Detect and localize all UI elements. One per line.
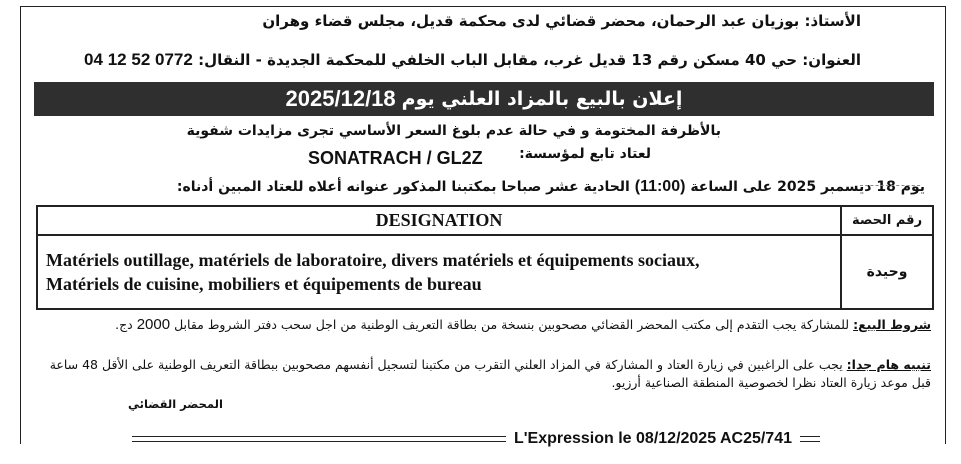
table-row	[37, 235, 933, 309]
footer	[132, 428, 820, 450]
fee-amount: 2000	[136, 316, 171, 333]
important-notice-label: تنبيه هام جدا:	[846, 357, 931, 372]
auction-place-text: الحادية عشر صباحا بمكتبنا المذكور عنوانه أعلاه للعتاد المبين أدناه:	[176, 179, 630, 195]
phone-number: 0772 52 12 04	[84, 50, 193, 69]
sale-conditions-label: شروط البيع:	[853, 317, 931, 332]
intro-line-2: لعتاد تابع لمؤسسة:	[519, 146, 651, 162]
banner-date: 2025/12/18	[285, 86, 396, 111]
auction-date-text: يوم 18 ديسمبر 2025 على الساعة	[690, 179, 925, 195]
company-name: SONATRACH / GL2Z	[308, 148, 483, 168]
table-header-row	[37, 206, 933, 235]
designation-header: DESIGNATION	[37, 206, 841, 235]
banner-text: إعلان بالبيع بالمزاد العلني يوم	[401, 88, 683, 110]
sale-conditions	[31, 316, 931, 334]
sale-conditions-text: للمشاركة يجب التقدم إلى مكتب المحضر القضائي مصحوبين بنسخة من بطاقة التعريف الوطنية من اجل سحب دفتر الشروط مقابل	[174, 317, 850, 332]
intro-line-1: بالأظرفة المختومة و في حالة عدم بلوغ السعر الأساسي تجرى مزايدات شفوية	[186, 123, 721, 139]
footer-text: L'Expression le 08/12/2025 AC25/741	[513, 430, 792, 447]
bailiff-name-line: الأستاذ: بوزيان عبد الرحمان، محضر قضائي لدى محكمة قديل، مجلس قضاء وهران	[262, 12, 861, 30]
auction-banner	[34, 82, 934, 116]
auction-date-line	[177, 178, 925, 196]
important-notice-text: يجب على الراغبين في زيارة العتاد و المشاركة في المزاد العلني التقرب من مكتبنا لتسجيل أنفسهم مصحوبين ببطاقة التعريف الوطنية على الأقل 48 ساعة قبل موعد زيارة العتاد نظرا لخصوصية المنطقة الصناعية أرزيو.	[49, 357, 931, 390]
lot-number-cell: وحيدة	[841, 235, 933, 309]
signature: المحضر القضائي	[128, 397, 223, 411]
designation-line-1: Matériels outillage, matériels de laboratoire, divers matériels et équipements sociaux,	[46, 250, 700, 270]
designation-cell	[37, 235, 841, 309]
footer-rule-left	[132, 436, 506, 442]
auction-time: (11:00)	[634, 178, 686, 195]
designation-line-2: Matériels de cuisine, mobiliers et équipements de bureau	[46, 274, 482, 294]
fee-currency: دج.	[115, 317, 133, 332]
lots-table	[36, 205, 934, 310]
footer-rule-right	[800, 436, 820, 442]
lot-number-header: رقم الحصة	[841, 206, 933, 235]
important-notice	[31, 356, 931, 392]
address-text: العنوان: حي 40 مسكن رقم 13 قديل غرب، مقابل الباب الخلفي للمحكمة الجديدة - النقال:	[198, 51, 861, 69]
address-line	[84, 50, 861, 70]
dashed-mark	[860, 185, 920, 186]
